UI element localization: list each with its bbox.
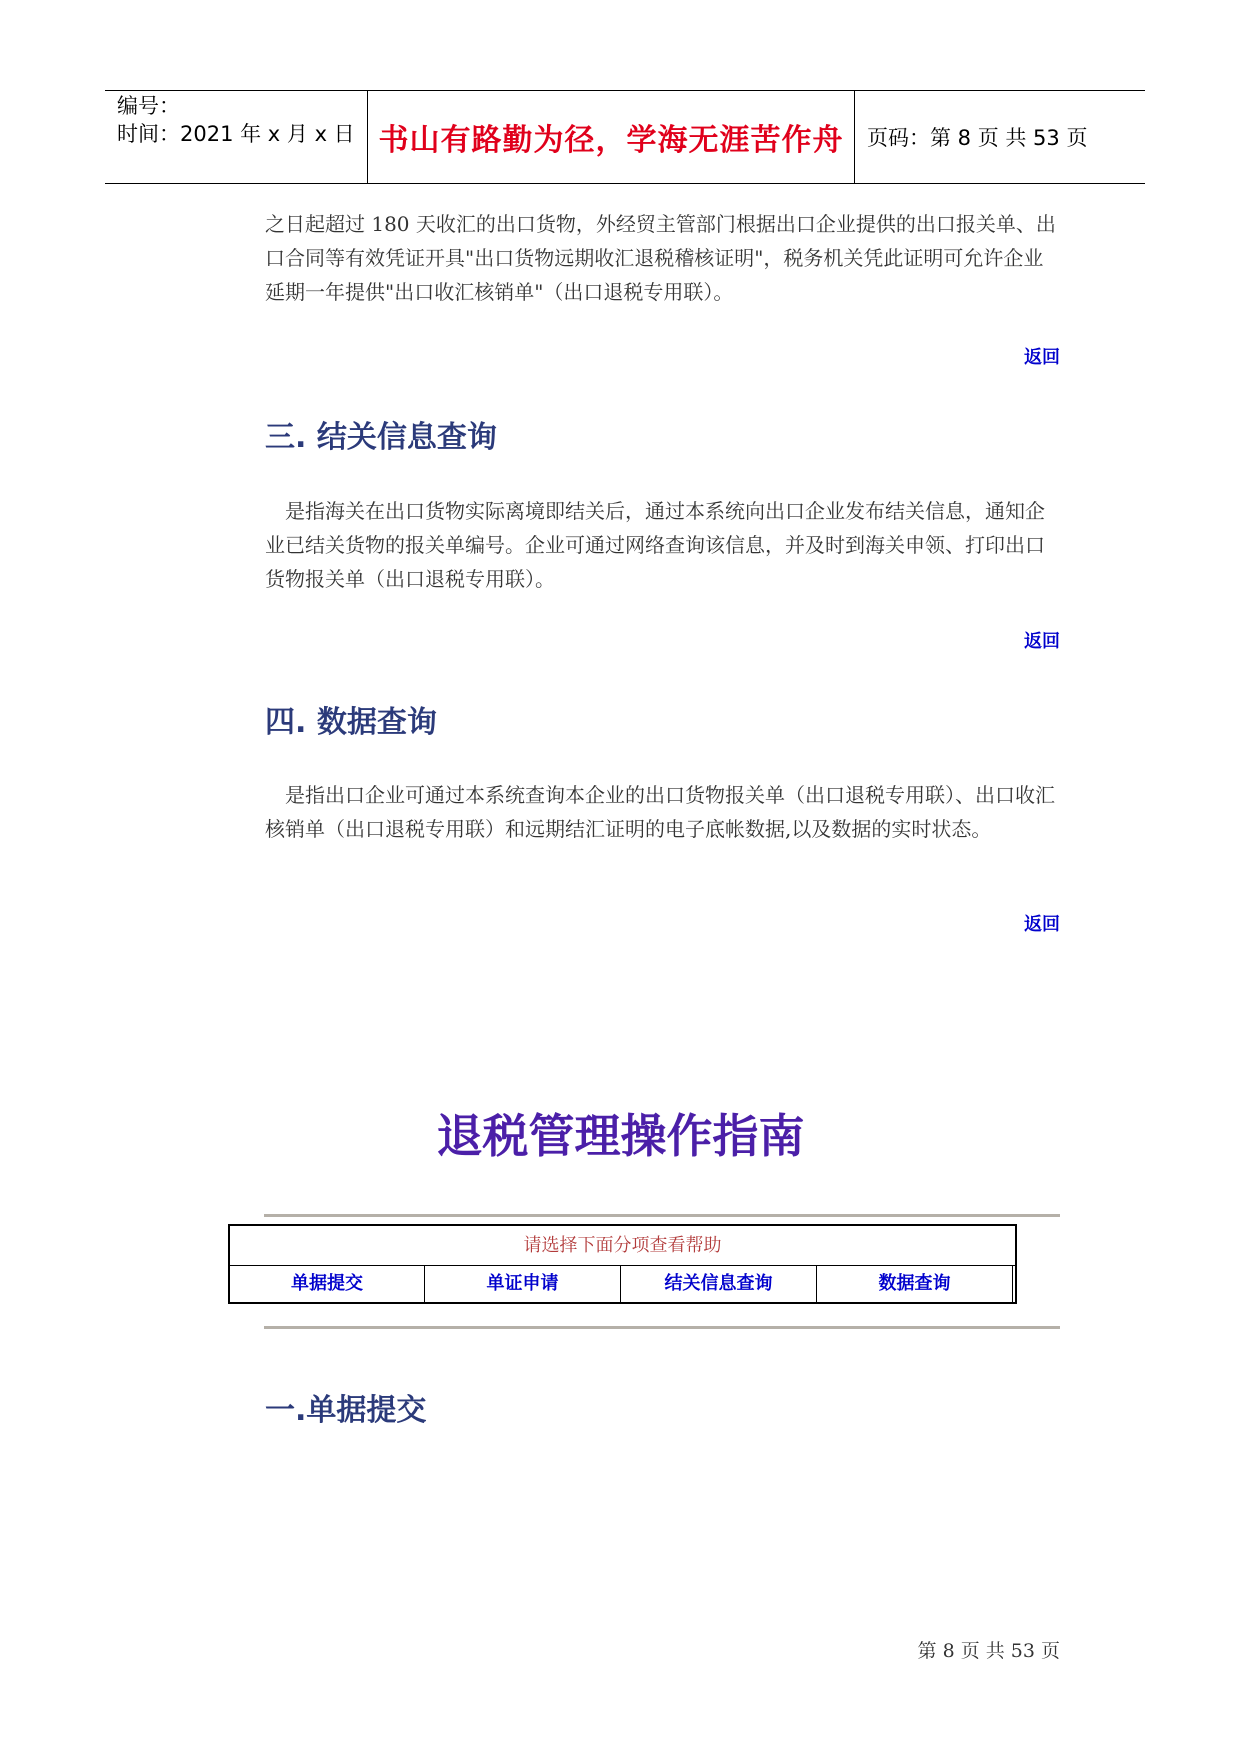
header-motto-cell xyxy=(368,91,855,183)
header-page-cell xyxy=(855,91,1145,183)
help-nav-table xyxy=(228,1224,1017,1304)
guide-title: 退税管理操作指南 xyxy=(436,1109,805,1163)
back-link-3[interactable]: 返回 xyxy=(1024,914,1060,935)
nav-item-document-submit[interactable]: 单据提交 xyxy=(230,1266,425,1302)
header-meta-cell xyxy=(105,91,368,183)
nav-item-customs-query[interactable]: 结关信息查询 xyxy=(621,1266,817,1302)
section-4-title: 四. 数据查询 xyxy=(265,705,437,740)
nav-item-certificate-apply[interactable]: 单证申请 xyxy=(425,1266,621,1302)
serial-number-label: 编号： xyxy=(117,94,180,118)
motto-text: 书山有路勤为径，学海无涯苦作舟 xyxy=(378,123,844,158)
page-header xyxy=(105,90,1145,184)
paragraph-top: 之日起超过 180 天收汇的出口货物，外经贸主管部门根据出口企业提供的出口报关单、出口合同等有效凭证开具"出口货物远期收汇退税稽核证明"，税务机关凭此证明可允许企业延期一年提供"出口收汇核销单"（出口退税专用联）。 xyxy=(265,212,1056,304)
header-page-info: 页码：第 8 页 共 53 页 xyxy=(867,126,1088,150)
divider-bottom xyxy=(264,1326,1060,1329)
page-footer: 第 8 页 共 53 页 xyxy=(917,1640,1060,1662)
divider-top xyxy=(264,1214,1060,1217)
section-1-title: 一.单据提交 xyxy=(265,1393,427,1428)
nav-item-data-query[interactable]: 数据查询 xyxy=(817,1266,1013,1302)
nav-header: 请选择下面分项查看帮助 xyxy=(230,1226,1015,1266)
back-link-2[interactable]: 返回 xyxy=(1024,631,1060,652)
time-label: 时间：2021 年 x 月 x 日 xyxy=(117,122,355,146)
section-3-body: 是指海关在出口货物实际离境即结关后，通过本系统向出口企业发布结关信息，通知企业已结关货物的报关单编号。企业可通过网络查询该信息，并及时到海关申领、打印出口货物报关单（出口退税专用联）。 xyxy=(265,499,1045,591)
back-link-1[interactable]: 返回 xyxy=(1024,347,1060,368)
section-3-title: 三. 结关信息查询 xyxy=(265,420,497,455)
section-4-body: 是指出口企业可通过本系统查询本企业的出口货物报关单（出口退税专用联）、出口收汇核销单（出口退税专用联）和远期结汇证明的电子底帐数据,以及数据的实时状态。 xyxy=(265,783,1055,841)
